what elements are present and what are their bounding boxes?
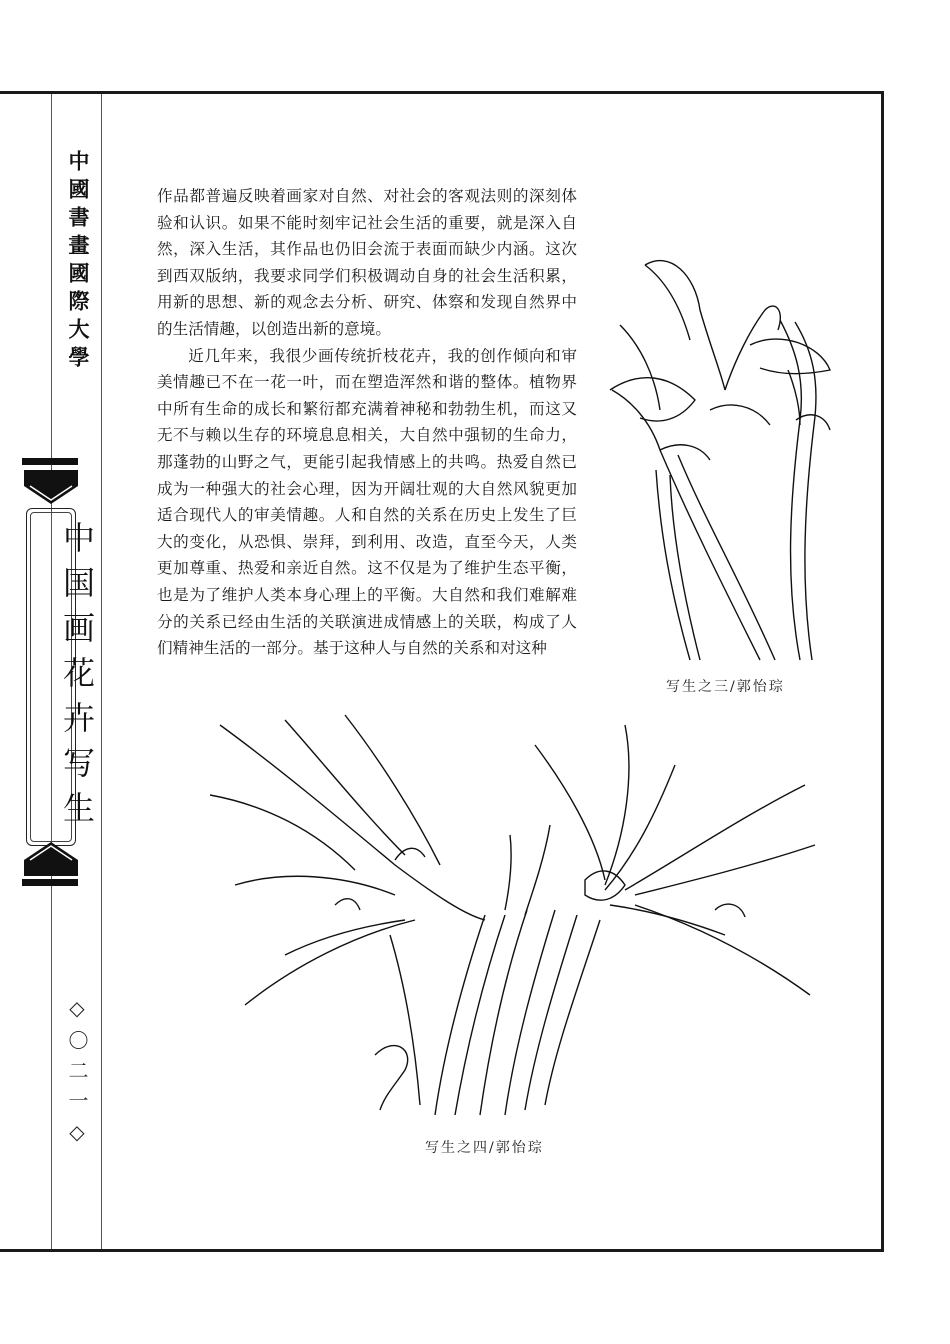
title-bottom-bar	[22, 879, 78, 886]
page-frame-top	[0, 91, 884, 94]
figure-1-caption: 写生之三/郭怡琮	[666, 679, 785, 695]
orchid-sketch-1	[600, 250, 840, 665]
paragraph-1: 作品都普遍反映着画家对自然、对社会的客观法则的深刻体验和认识。如果不能时刻牢记社会生活的重要，就是深入自然，深入生活，其作品也仍旧会流于表面而缺少内涵。这次到西双版纳，我要求同学们积极调动自身的社会生活积累，用新的思想、新的观念去分析、研究、体察和发现自然界中的生活情趣，以创造出新的意境。	[157, 187, 577, 338]
title-bottom-ornament	[22, 842, 80, 876]
page-number: ◇〇二一◇	[65, 996, 89, 1154]
book-title: 中国画花卉写生	[58, 521, 96, 836]
title-top-bar	[22, 458, 78, 465]
paragraph-2: 近几年来，我很少画传统折枝花卉，我的创作倾向和审美情趣已不在一花一叶，而在塑造浑然和谐的整体。植物界中所有生命的成长和繁衍都充满着神秘和勃勃生机，而这又无不与赖以生存的环境息息相关，大自然中强韧的生命力，那蓬勃的山野之气，更能引起我情感上的共鸣。热爱自然已成为一种强大的社会心理，因为开阔壮观的大自然风貌更加适合现代人的审美情趣。人和自然的关系在历史上发生了巨大的变化，从恐惧、崇拜，到利用、改造，直至今天，人类更加尊重、热爱和亲近自然。这不仅是为了维护生态平衡，也是为了维护人类本身心理上的平衡。大自然和我们难解难分的关系已经由生活的关联演进成情感上的关联，构成了人们精神生活的一部分。基于这种人与自然的关系和对这种	[157, 346, 577, 658]
title-top-ornament	[22, 470, 80, 504]
figure-2-caption: 写生之四/郭怡琮	[425, 1140, 544, 1156]
article-body	[157, 183, 577, 662]
school-name: 中國書畫國際大學	[66, 150, 90, 374]
page-frame-bottom	[0, 1249, 884, 1252]
orchid-sketch-2	[205, 705, 820, 1120]
page-frame-right	[881, 91, 884, 1252]
